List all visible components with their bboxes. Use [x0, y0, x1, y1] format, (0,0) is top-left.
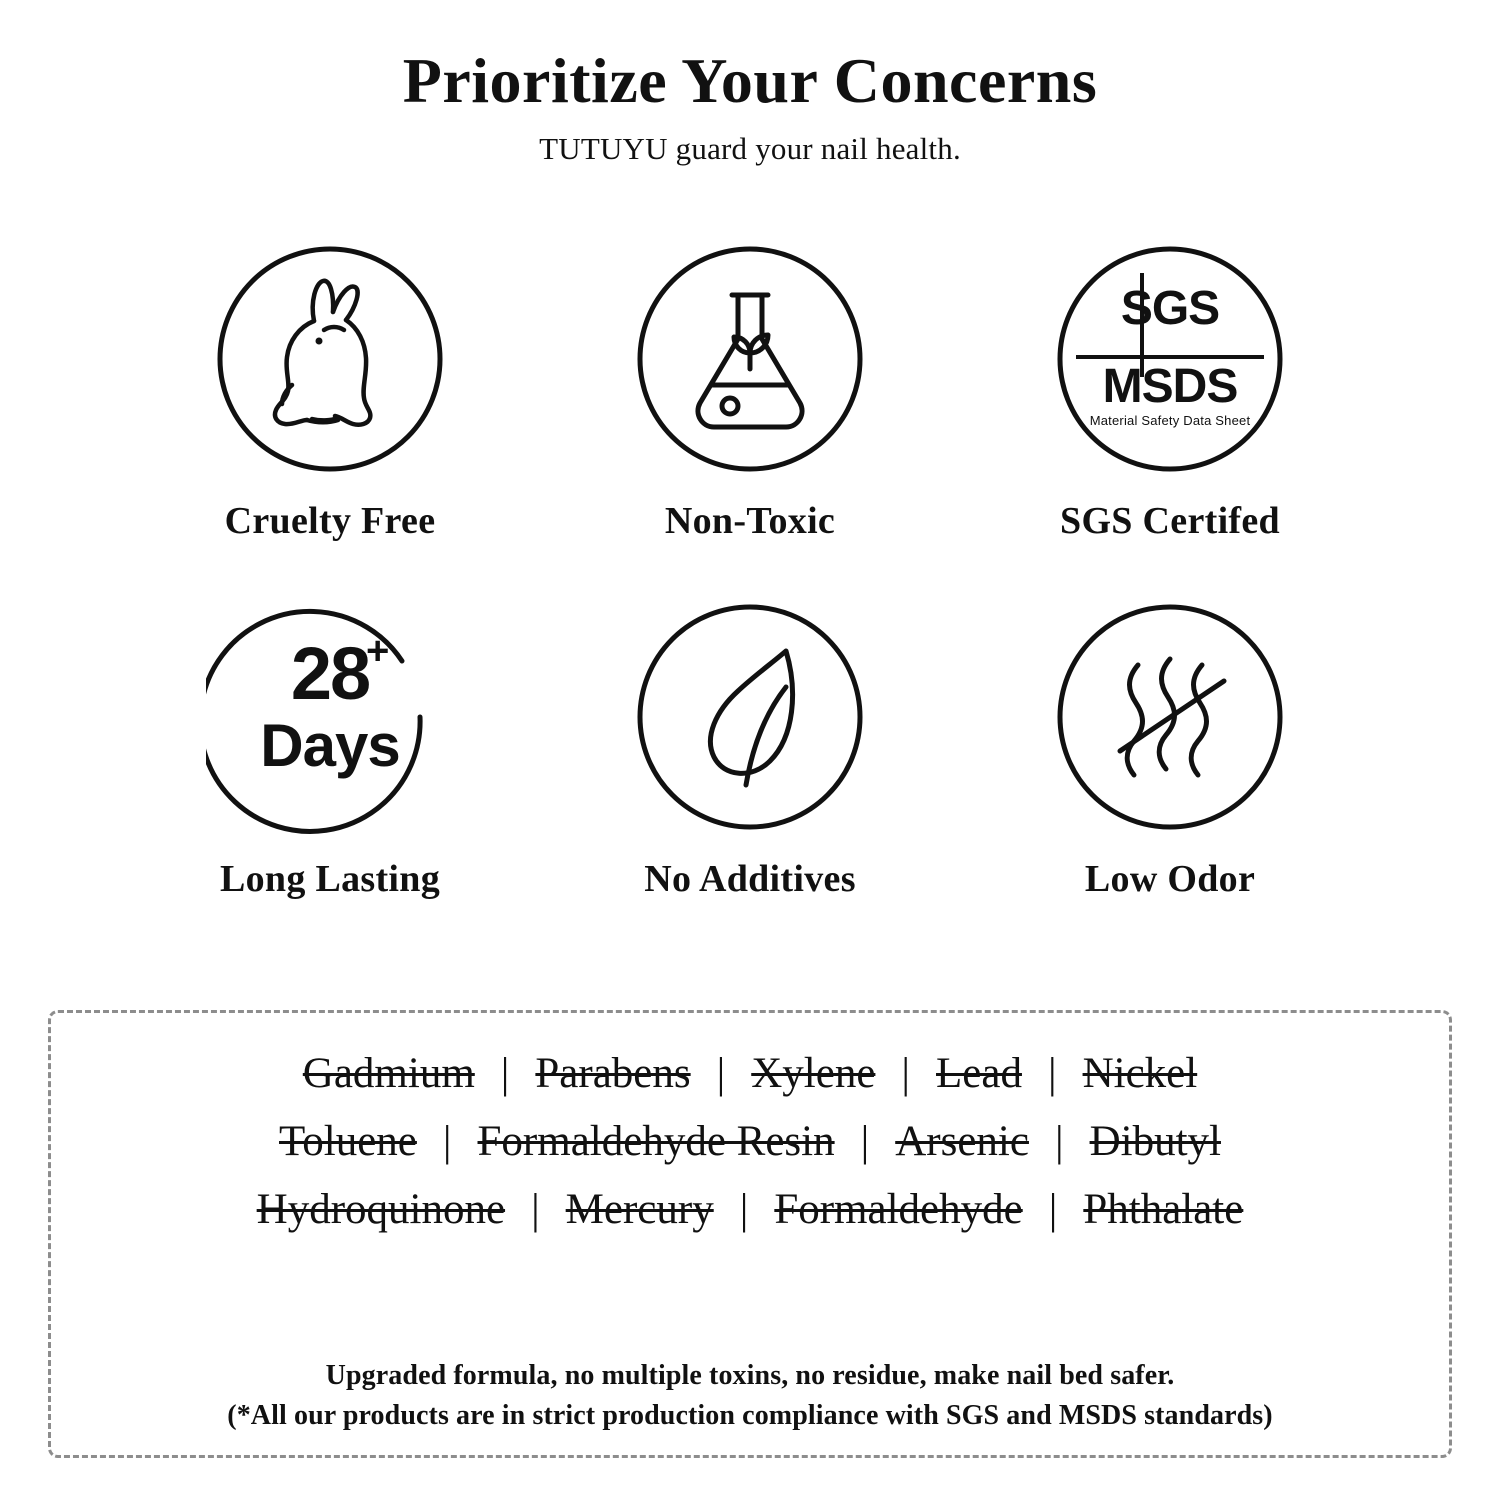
chemical-item: Lead [936, 1050, 1022, 1097]
chemical-item: Dibutyl [1089, 1117, 1221, 1165]
separator: | [1048, 1185, 1058, 1233]
separator: | [442, 1117, 452, 1165]
separator: | [531, 1185, 540, 1233]
leaf-icon [626, 593, 874, 841]
feature-label: Low Odor [1084, 858, 1256, 901]
feature-label: Long Lasting [219, 858, 441, 901]
chemical-item: Formaldehyde Resin [477, 1117, 835, 1165]
feature-low-odor [960, 593, 1380, 901]
chemical-item: Parabens [535, 1050, 691, 1097]
chemical-item: Formaldehyde [774, 1185, 1023, 1233]
feature-cruelty-free [120, 235, 540, 543]
days-icon [206, 593, 454, 841]
separator: | [860, 1117, 870, 1165]
feature-no-additives [540, 593, 960, 901]
sgs-text: SGS [1120, 282, 1220, 336]
chemical-item: Xylene [751, 1050, 876, 1097]
chemical-item: Arsenic [895, 1117, 1029, 1165]
msds-text: MSDS [1102, 360, 1238, 414]
feature-sgs-certified [960, 235, 1380, 543]
flask-icon [626, 235, 874, 483]
page-title: Prioritize Your Concerns [402, 45, 1098, 116]
feature-label: No Additives [644, 858, 856, 901]
sgs-msds-icon [1046, 235, 1294, 483]
no-odor-icon [1046, 593, 1294, 841]
days-unit: Days [260, 712, 400, 780]
separator: | [1047, 1050, 1057, 1097]
chemical-item: Toluene [279, 1117, 417, 1165]
footnote-line: (*All our products are in strict production compliance with SGS and MSDS standards) [227, 1400, 1273, 1432]
chemical-row [85, 1183, 1415, 1237]
separator: | [1054, 1117, 1064, 1165]
footnotes [85, 1356, 1415, 1437]
separator: | [901, 1050, 911, 1097]
separator: | [739, 1185, 749, 1233]
chemical-item: Gadmium [302, 1050, 475, 1097]
feature-grid [0, 235, 1500, 901]
days-number: 28 [290, 632, 370, 716]
feature-long-lasting [120, 593, 540, 901]
feature-label: Cruelty Free [224, 500, 436, 543]
chemical-row [85, 1115, 1415, 1169]
feature-label: SGS Certifed [1060, 500, 1280, 543]
separator: | [500, 1050, 510, 1097]
chemical-item: Nickel [1082, 1050, 1198, 1097]
chemical-item: Hydroquinone [256, 1185, 506, 1233]
chemical-list [85, 1047, 1415, 1236]
free-from-box [48, 1010, 1452, 1458]
page-subtitle: TUTUYU guard your nail health. [539, 131, 961, 167]
feature-label: Non-Toxic [664, 500, 836, 543]
chemical-item: Mercury [565, 1185, 714, 1233]
rabbit-icon [206, 235, 454, 483]
chemical-row [85, 1047, 1415, 1101]
days-plus: + [366, 629, 390, 674]
msds-caption: Material Safety Data Sheet [1089, 413, 1251, 429]
footnote-line: Upgraded formula, no multiple toxins, no residue, make nail bed safer. [325, 1359, 1175, 1391]
separator: | [716, 1050, 726, 1097]
feature-non-toxic [540, 235, 960, 543]
chemical-item: Phthalate [1083, 1185, 1244, 1233]
header [0, 0, 1500, 167]
